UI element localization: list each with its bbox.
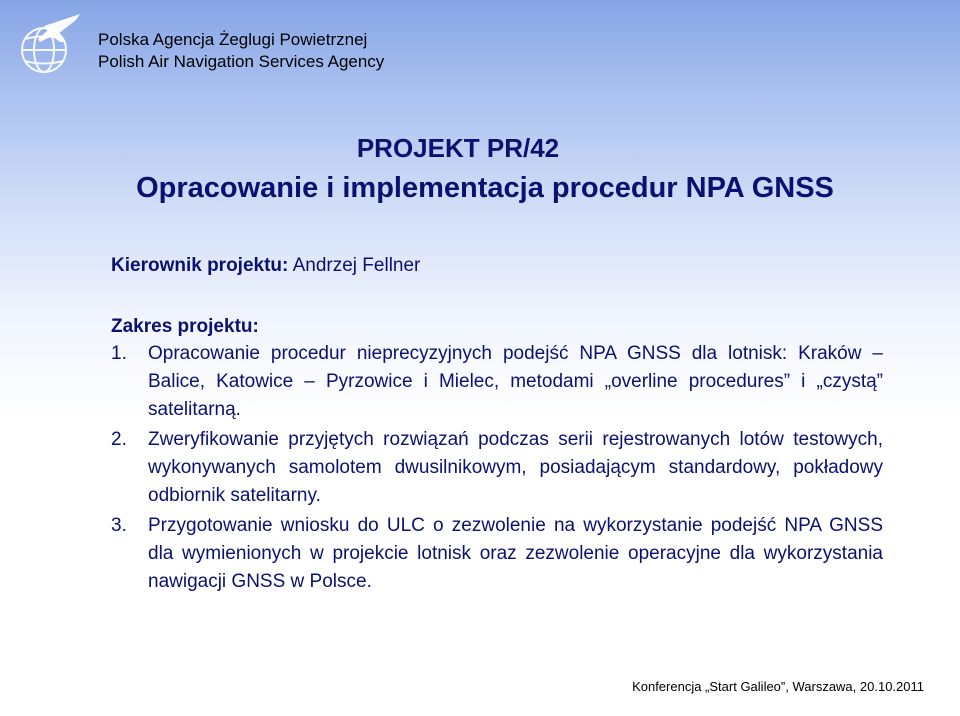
manager-label: Kierownik projektu: bbox=[111, 255, 289, 276]
agency-name-pl: Polska Agencja Żeglugi Powietrznej bbox=[98, 30, 368, 49]
scope-item-text: Opracowanie procedur nieprecyzyjnych podejść NPA GNSS dla lotnisk: Kraków – Balice, Katowice – Pyrzowice i Mielec, metodami „overline procedures” i „czystą” satelitarną. bbox=[148, 343, 883, 420]
scope-item-number: 1. bbox=[111, 343, 127, 364]
project-code: PROJEKT PR/42 bbox=[356, 133, 560, 163]
scope-item-1 bbox=[111, 340, 883, 424]
slide-title bbox=[0, 133, 960, 205]
conference-footer: Konferencja „Start Galileo”, Warszawa, 20.10.2011 bbox=[632, 679, 924, 694]
scope-item-text: Zweryfikowanie przyjętych rozwiązań podczas serii rejestrowanych lotów testowych, wykonywanych samolotem dwusilnikowym, posiadającym standardowy, pokładowy odbiornik satelitarny. bbox=[148, 429, 883, 506]
project-scope bbox=[111, 314, 883, 598]
agency-name-en: Polish Air Navigation Services Agency bbox=[98, 52, 385, 71]
scope-item-2 bbox=[111, 426, 883, 510]
scope-item-number: 2. bbox=[111, 429, 127, 450]
scope-item-3 bbox=[111, 512, 883, 596]
scope-label: Zakres projektu: bbox=[111, 316, 259, 337]
project-title: Opracowanie i implementacja procedur NPA GNSS bbox=[136, 172, 834, 204]
project-manager bbox=[111, 255, 420, 277]
agency-logo bbox=[14, 12, 86, 84]
scope-item-number: 3. bbox=[111, 515, 127, 536]
manager-name: Andrzej Fellner bbox=[292, 255, 421, 276]
scope-item-text: Przygotowanie wniosku do ULC o zezwolenie na wykorzystanie podejść NPA GNSS dla wymienionych w projekcie lotnisk oraz zezwolenie operacyjne dla wykorzystania nawigacji GNSS w Polsce. bbox=[148, 515, 883, 592]
globe-plane-icon bbox=[14, 12, 86, 84]
scope-list bbox=[111, 340, 883, 596]
agency-name bbox=[98, 29, 384, 73]
